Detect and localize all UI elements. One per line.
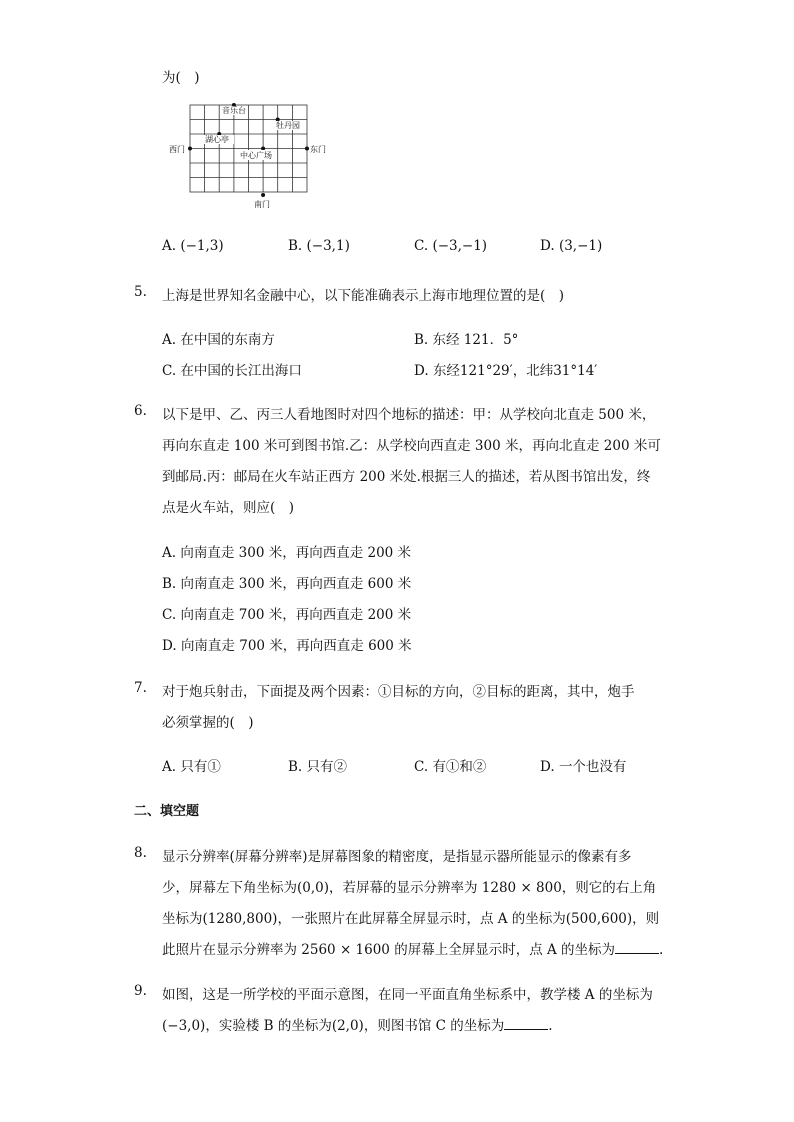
q8-line-1: 显示分辨率(屏幕分辨率)是屏幕图象的精密度，是指显示器所能显示的像素有多 [162,849,632,865]
q7-number: 7. [134,680,147,696]
south-gate-point [261,193,265,197]
q7-option-c[interactable]: C. 有①和② [414,759,487,775]
q7-option-d[interactable]: D. 一个也没有 [540,759,627,775]
q9-number: 9. [134,983,147,999]
q4-option-c[interactable]: C. (−3,−1) [414,238,488,254]
q6-option-d[interactable]: D. 向南直走 700 米，再向西直走 600 米 [162,638,412,654]
q8-answer-blank[interactable] [615,941,659,954]
q8-line-4: 此照片在显示分辨率为 2560 × 1600 的屏幕上全屏显示时，点 A 的坐标为 . [162,942,664,958]
q8-line-2: 少，屏幕左下角坐标为(0,0)，若屏幕的显示分辨率为 1280 × 800，则它的右上角 [162,880,657,896]
q8-number: 8. [134,845,147,861]
q6-option-a[interactable]: A. 向南直走 300 米，再向西直走 200 米 [162,545,412,561]
q6-line-1: 以下是甲、乙、丙三人看地图时对四个地标的描述：甲：从学校向北直走 500 米， [162,407,656,423]
west-gate-label: 西门 [169,145,185,154]
peony-garden-label: 牡丹园 [276,121,300,130]
q5-option-c[interactable]: C. 在中国的长江出海口 [162,363,302,379]
south-gate-label: 南门 [254,200,270,209]
q5-option-d[interactable]: D. 东经121°29′，北纬31°14′ [414,363,598,379]
q9-answer-blank[interactable] [504,1017,548,1030]
east-gate-point [305,147,309,151]
q6-option-b[interactable]: B. 向南直走 300 米，再向西直走 600 米 [162,576,412,592]
q7-line-2: 必须掌握的( ) [162,715,254,731]
q7-line-1: 对于炮兵射击，下面提及两个因素：①目标的方向，②目标的距离，其中，炮手 [162,684,635,700]
q5-option-a[interactable]: A. 在中国的东南方 [162,332,275,348]
park-map-figure [168,98,348,213]
q6-line-3: 到邮局.丙：邮局在火车站正西方 200 米处.根据三人的描述，若从图书馆出发，终 [162,469,651,485]
q7-option-a[interactable]: A. 只有① [162,759,221,775]
q4-stem-end: 为( ) [162,70,200,86]
q8-line-3: 坐标为(1280,800)，一张照片在此屏幕全屏显示时，点 A 的坐标为(500,600)，则 [162,911,660,927]
lake-pavilion-label: 湖心亭 [205,135,229,144]
music-stage-label: 音乐台 [222,106,246,115]
q5-option-b[interactable]: B. 东经 121．5° [414,332,519,348]
map-grid [190,105,307,192]
q6-line-2: 再向东直走 100 米可到图书馆.乙：从学校向西直走 300 米，再向北直走 200 米可 [162,438,661,454]
q9-line-2: (−3,0)，实验楼 B 的坐标为(2,0)，则图书馆 C 的坐标为 . [162,1018,553,1034]
q5-stem: 上海是世界知名金融中心，以下能准确表示上海市地理位置的是( ) [162,288,565,304]
q4-option-a[interactable]: A. (−1,3) [162,238,224,254]
q9-line-1: 如图，这是一所学校的平面示意图，在同一平面直角坐标系中，教学楼 A 的坐标为 [162,987,653,1003]
center-square-point [261,147,265,151]
q7-option-b[interactable]: B. 只有② [288,759,348,775]
q6-option-c[interactable]: C. 向南直走 700 米，再向西直走 200 米 [162,607,412,623]
west-gate-point [188,147,192,151]
east-gate-label: 东门 [310,145,326,154]
q4-option-b[interactable]: B. (−3,1) [288,238,350,254]
section-title-fill-in: 二、填空题 [134,804,200,819]
q4-option-d[interactable]: D. (3,−1) [540,238,603,254]
q6-number: 6. [134,403,147,419]
q6-line-4: 点是火车站，则应( ) [162,500,295,516]
center-square-label: 中心广场 [240,151,272,160]
q5-number: 5. [134,284,147,300]
